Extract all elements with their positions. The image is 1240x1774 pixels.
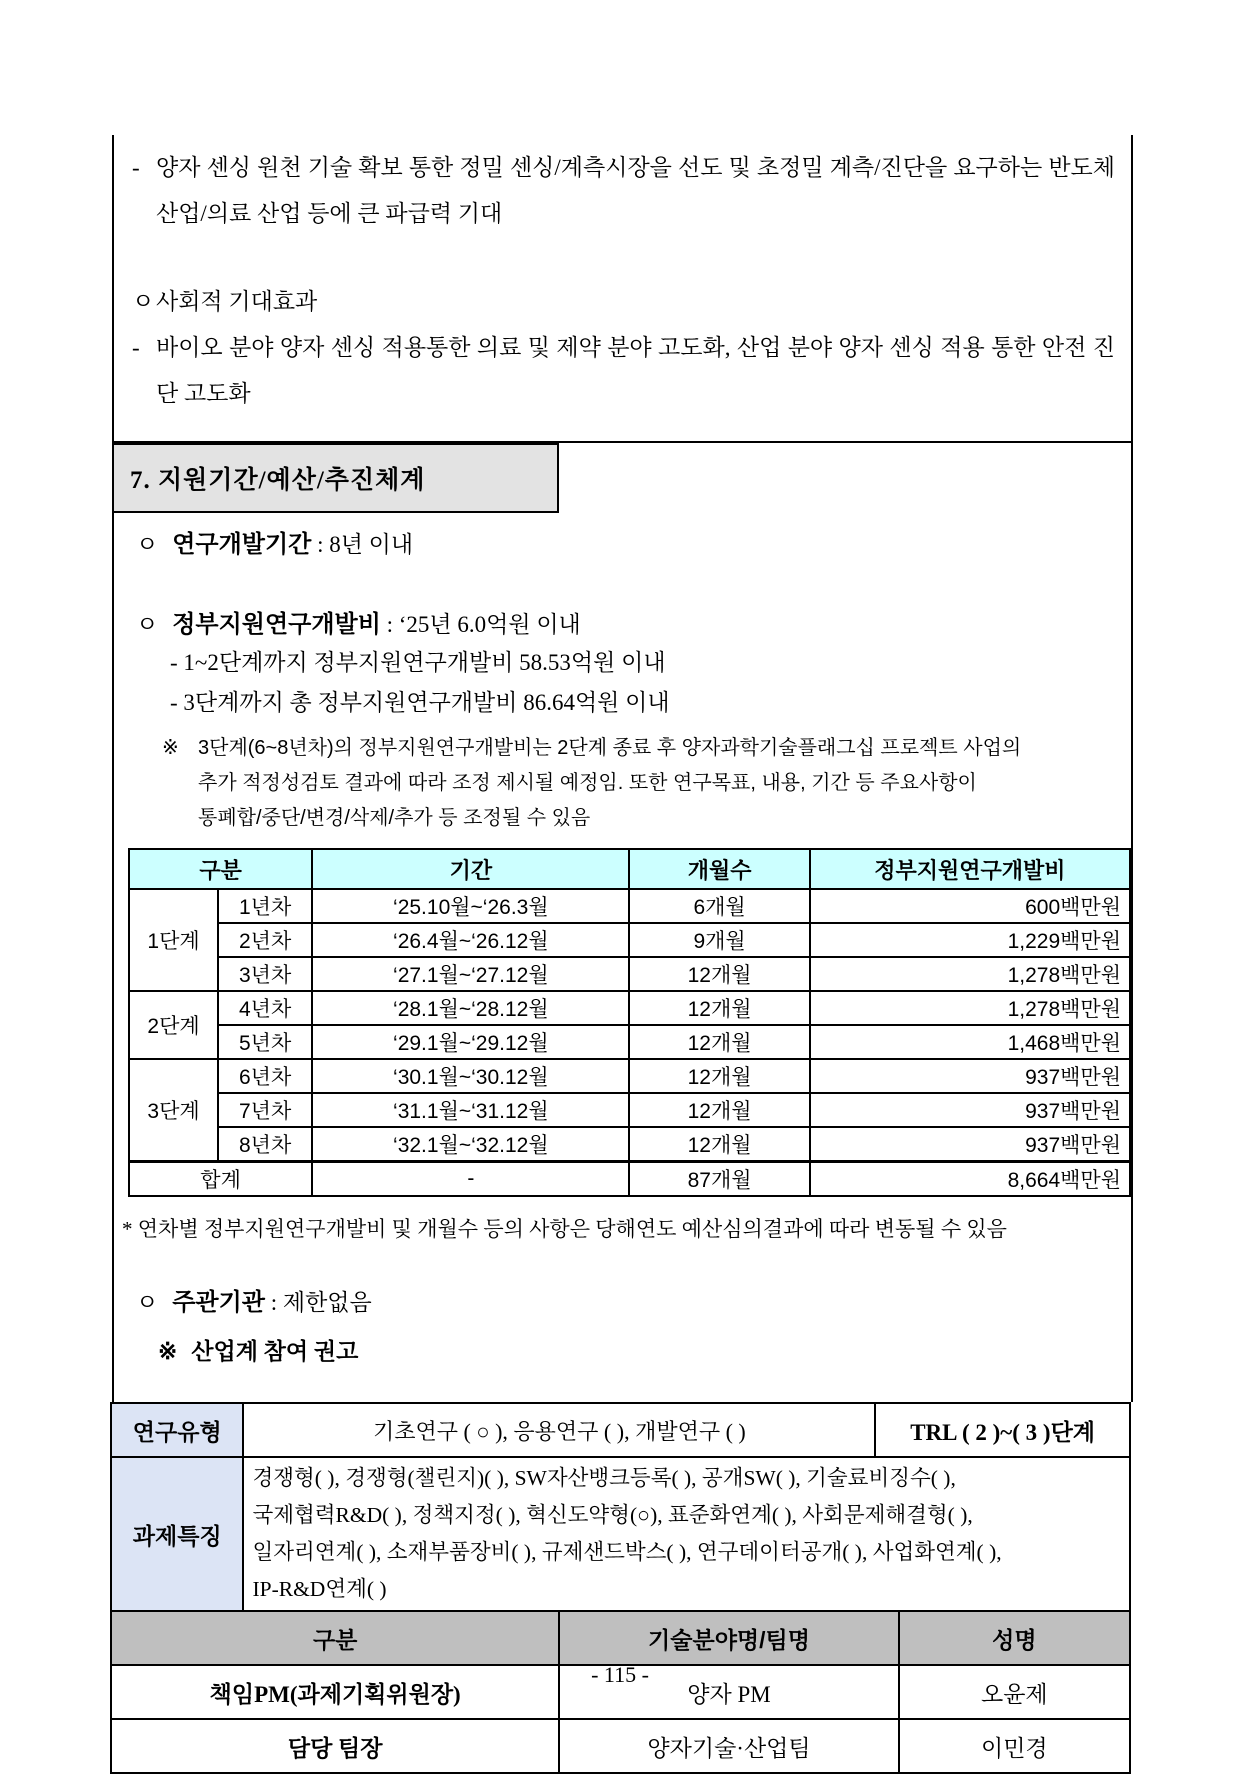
effect-bullet-social [132, 325, 1115, 417]
research-type-table [110, 1402, 1131, 1612]
col-header-gubun: 구분 [129, 849, 312, 889]
year-cell: 7년차 [218, 1093, 312, 1127]
circle-bullet-marker: ㅇ [136, 612, 159, 637]
period-cell: ‘25.10월~‘26.3월 [312, 889, 629, 923]
budget-cell: 600백만원 [810, 889, 1130, 923]
staff-team-cell: 양자 PM [559, 1665, 898, 1719]
table-row [129, 1059, 1130, 1093]
classification-tables [112, 1402, 1133, 1774]
budget-cell: 1,229백만원 [810, 923, 1130, 957]
budget-cell: 937백만원 [810, 1093, 1130, 1127]
table-row [129, 991, 1130, 1025]
months-cell: 12개월 [629, 1025, 809, 1059]
feature-line-1: 경쟁형( ), 경쟁형(챌린지)( ), SW자산뱅크등록( ), 공개SW( ), 기술료비징수( ), [252, 1466, 956, 1490]
social-effects-heading-text: 사회적 기대효과 [156, 289, 318, 314]
dash-bullet-marker: - [132, 155, 140, 180]
effect-bullet-industrial [132, 145, 1115, 237]
table-row [129, 889, 1130, 923]
document-frame [112, 135, 1133, 1402]
circle-bullet-marker: ㅇ [136, 1290, 159, 1315]
research-type-value: 기초연구 ( ○ ), 응용연구 ( ), 개발연구 ( ) [243, 1403, 875, 1457]
table-row [129, 1093, 1130, 1127]
blank-line [132, 237, 1115, 279]
col-header-months: 개월수 [629, 849, 809, 889]
staff-table [110, 1610, 1131, 1774]
period-cell: ‘31.1월~‘31.12월 [312, 1093, 629, 1127]
circle-bullet-marker: ㅇ [132, 289, 155, 314]
stage-cell: 3단계 [129, 1059, 218, 1162]
stage-cell: 2단계 [129, 991, 218, 1059]
total-months-cell: 87개월 [629, 1162, 809, 1197]
feature-line-2: 국제협력R&D( ), 정책지정( ), 혁신도약형(○), 표준화연계( ), 사회문제해결형( ), [252, 1503, 973, 1527]
industry-participation-note [158, 1333, 1131, 1366]
effect-bullet-social-text: 바이오 분야 양자 센싱 적용통한 의료 및 제약 분야 고도화, 산업 분야 양자 센싱 적용 통한 안전 진단 고도화 [156, 335, 1115, 406]
budget-table [128, 848, 1131, 1197]
research-type-row [111, 1403, 1130, 1457]
feature-line-3: 일자리연계( ), 소재부품장비( ), 규제샌드박스( ), 연구데이터공개( ), 사업화연계( ), [252, 1540, 1002, 1564]
year-cell: 5년차 [218, 1025, 312, 1059]
budget-cell: 1,278백만원 [810, 991, 1130, 1025]
staff-team-cell: 양자기술·산업팀 [559, 1719, 898, 1773]
effect-bullet-industrial-text: 양자 센싱 원천 기술 확보 통한 정밀 센싱/계측시장을 선도 및 초정밀 계측/진단을 요구하는 반도체 산업/의료 산업 등에 큰 파급력 기대 [156, 155, 1115, 226]
col-header-budget: 정부지원연구개발비 [810, 849, 1130, 889]
stage-cell: 1단계 [129, 889, 218, 991]
table-row [129, 1025, 1130, 1059]
col-header-period: 기간 [312, 849, 629, 889]
host-org-value: : 제한없음 [270, 1290, 372, 1315]
reference-mark: ※ [162, 737, 179, 759]
stage3-adjustment-note [162, 731, 1131, 836]
table-row [129, 957, 1130, 991]
note-line-2: 추가 적정성검토 결과에 따라 조정 제시될 예정임. 또한 연구목표, 내용, 기간 등 주요사항이 [198, 772, 977, 794]
col-header-name: 성명 [899, 1611, 1130, 1665]
research-type-label: 연구유형 [111, 1403, 243, 1457]
table-row [111, 1719, 1130, 1773]
budget-cell: 937백만원 [810, 1127, 1130, 1162]
rnd-period-label: 연구개발기간 [172, 532, 312, 558]
col-header-role: 구분 [111, 1611, 559, 1665]
period-cell: ‘32.1월~‘32.12월 [312, 1127, 629, 1162]
reference-mark: ※ [158, 1339, 178, 1364]
year-cell: 1년차 [218, 889, 312, 923]
budget-cell: 1,468백만원 [810, 1025, 1130, 1059]
staff-name-cell: 이민경 [899, 1719, 1130, 1773]
staff-role-cell: 담당 팀장 [111, 1719, 559, 1773]
staff-header-row [111, 1611, 1130, 1665]
budget-table-footnote: * 연차별 정부지원연구개발비 및 개월수 등의 사항은 당해연도 예산심의결과에 따라 변동될 수 있음 [122, 1217, 1007, 1241]
gov-budget-sub2: - 3단계까지 총 정부지원연구개발비 86.64억원 이내 [170, 690, 670, 715]
year-cell: 6년차 [218, 1059, 312, 1093]
page-number: - 115 - [591, 1662, 649, 1687]
circle-bullet-marker: ㅇ [136, 532, 159, 557]
months-cell: 12개월 [629, 991, 809, 1025]
section7-title-box [112, 443, 559, 513]
budget-cell: 937백만원 [810, 1059, 1130, 1093]
feature-line-4: IP-R&D연계( ) [252, 1577, 387, 1601]
months-cell: 9개월 [629, 923, 809, 957]
project-feature-value [243, 1457, 1130, 1611]
budget-cell: 1,278백만원 [810, 957, 1130, 991]
section7-body [114, 513, 1131, 1402]
trl-range: TRL ( 2 )~( 3 )단계 [875, 1403, 1130, 1457]
col-header-team: 기술분야명/팀명 [559, 1611, 898, 1665]
period-cell: ‘29.1월~‘29.12월 [312, 1025, 629, 1059]
stage3-adjustment-note-text [198, 731, 1131, 836]
months-cell: 12개월 [629, 1059, 809, 1093]
gov-budget-label: 정부지원연구개발비 [172, 612, 381, 638]
expected-effects-section [114, 135, 1131, 443]
dash-bullet-marker: - [132, 335, 140, 360]
gov-budget-value: : ‘25년 6.0억원 이내 [386, 612, 581, 637]
table-row [129, 923, 1130, 957]
total-label-cell: 합계 [129, 1162, 312, 1197]
year-cell: 8년차 [218, 1127, 312, 1162]
months-cell: 12개월 [629, 1093, 809, 1127]
rnd-period-line [136, 527, 1131, 563]
period-cell: ‘28.1월~‘28.12월 [312, 991, 629, 1025]
project-feature-row [111, 1457, 1130, 1611]
section7-title: 7. 지원기간/예산/추진체계 [130, 467, 426, 494]
note-line-1: 3단계(6~8년차)의 정부지원연구개발비는 2단계 종료 후 양자과학기술플래그십 프로젝트 사업의 [198, 737, 1022, 759]
period-cell: ‘27.1월~‘27.12월 [312, 957, 629, 991]
budget-table-header-row [129, 849, 1130, 889]
total-budget-cell: 8,664백만원 [810, 1162, 1130, 1197]
period-cell: ‘30.1월~‘30.12월 [312, 1059, 629, 1093]
rnd-period-value: : 8년 이내 [317, 532, 414, 557]
period-cell: ‘26.4월~‘26.12월 [312, 923, 629, 957]
year-cell: 2년차 [218, 923, 312, 957]
host-org-label: 주관기관 [172, 1290, 265, 1316]
year-cell: 3년차 [218, 957, 312, 991]
gov-budget-line [136, 607, 1131, 643]
table-row [129, 1127, 1130, 1162]
note-line-3: 통폐합/중단/변경/삭제/추가 등 조정될 수 있음 [198, 807, 591, 829]
months-cell: 12개월 [629, 1127, 809, 1162]
social-effects-heading [132, 279, 1115, 325]
total-row [129, 1162, 1130, 1197]
total-period-cell: - [312, 1162, 629, 1197]
months-cell: 12개월 [629, 957, 809, 991]
staff-name-cell: 오윤제 [899, 1665, 1130, 1719]
section7-header-row [114, 443, 1131, 513]
project-feature-label: 과제특징 [111, 1457, 243, 1611]
staff-role-cell: 책임PM(과제기획위원장) [111, 1665, 559, 1719]
year-cell: 4년차 [218, 991, 312, 1025]
industry-participation-text: 산업계 참여 권고 [191, 1339, 359, 1364]
months-cell: 6개월 [629, 889, 809, 923]
host-org-line [136, 1285, 1131, 1321]
gov-budget-sub1: - 1~2단계까지 정부지원연구개발비 58.53억원 이내 [170, 650, 666, 675]
